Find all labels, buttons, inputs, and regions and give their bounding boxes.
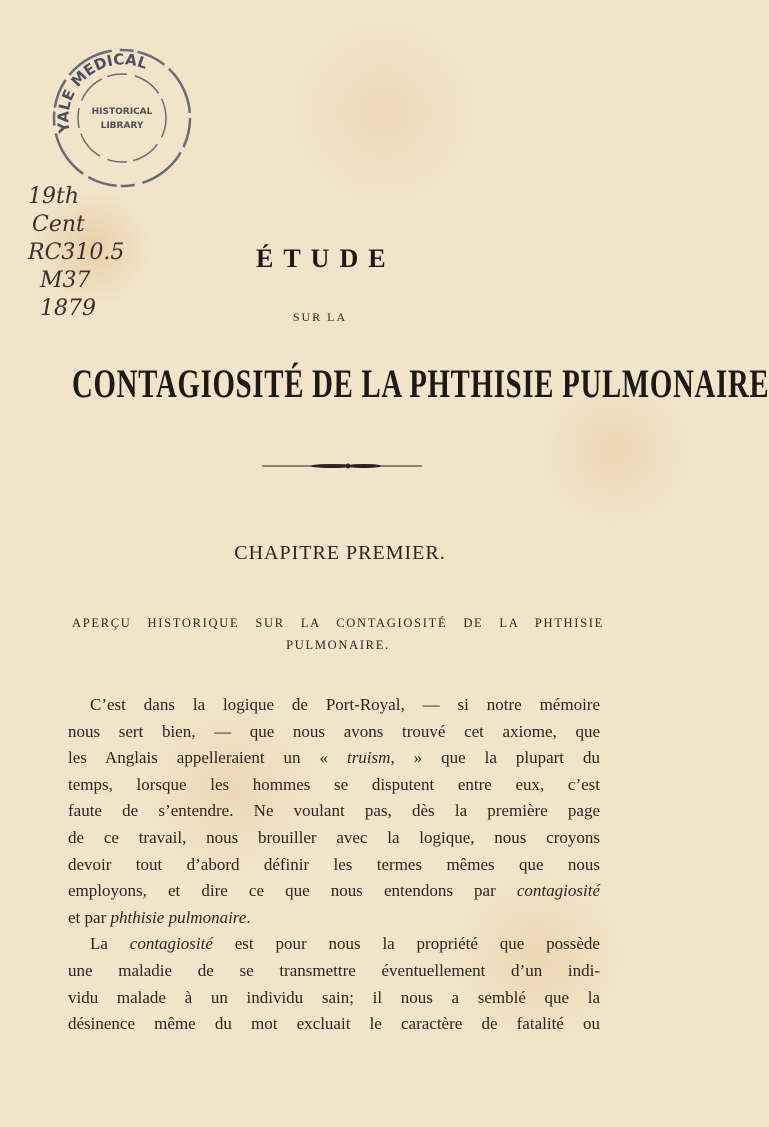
title-connector: SUR LA xyxy=(292,310,348,324)
text-line: temps, lorsque les hommes se disputent entre eux, c’est xyxy=(68,774,600,794)
handnote-line: RC310.5 xyxy=(28,240,125,265)
chapter-title: CHAPITRE PREMIER. xyxy=(234,542,446,564)
text-line: une maladie de se transmettre éventuellement d’un indi- xyxy=(68,960,600,980)
svg-text:YALE MEDICAL: YALE MEDICAL xyxy=(54,50,150,135)
chapter-subtitle: APERÇU HISTORIQUE SUR LA CONTAGIOSITÉ DE LA PHTHISIE PULMONAIRE. xyxy=(72,616,604,652)
text-line: La contagiosité est pour nous la propriété que possède xyxy=(90,934,600,954)
paragraph-2 xyxy=(68,931,600,1037)
svg-text:LIBRARY: LIBRARY xyxy=(100,121,144,131)
handnote-line: 1879 xyxy=(40,296,96,321)
handnote-line: 19th xyxy=(28,184,80,209)
text-line: vidu malade à un individu sain; il nous a semblé que la xyxy=(68,987,600,1007)
paragraph-1 xyxy=(68,692,600,931)
body-text xyxy=(68,692,600,1038)
library-stamp xyxy=(48,44,196,192)
svg-text:HISTORICAL: HISTORICAL xyxy=(91,107,153,117)
title-etude: ÉTUDE xyxy=(256,244,396,273)
text-line: les Anglais appelleraient un « truism, » que la plupart du xyxy=(68,748,600,768)
text-line: et par phthisie pulmonaire. xyxy=(68,907,251,927)
handwritten-call-number xyxy=(28,183,124,323)
text-line: faute de s’entendre. Ne voulant pas, dès la première page xyxy=(68,801,600,821)
text-line: devoir tout d’abord définir les termes mêmes que nous xyxy=(68,854,600,874)
text-line: nous sert bien, — que nous avons trouvé cet axiome, que xyxy=(68,721,600,741)
ornamental-rule xyxy=(262,463,422,469)
text-line: employons, et dire ce que nous entendons par contagiosité xyxy=(68,881,600,901)
handnote-line: M37 xyxy=(40,268,91,293)
handnote-line: Cent xyxy=(32,212,85,237)
text-line: C’est dans la logique de Port-Royal, — si notre mémoire xyxy=(90,695,600,714)
main-title: CONTAGIOSITÉ DE LA PHTHISIE PULMONAIRE xyxy=(72,361,769,406)
text-line: de ce travail, nous brouiller avec la logique, nous croyons xyxy=(68,827,600,847)
text-line: désinence même du mot excluait le caractère de fatalité ou xyxy=(68,1014,600,1034)
